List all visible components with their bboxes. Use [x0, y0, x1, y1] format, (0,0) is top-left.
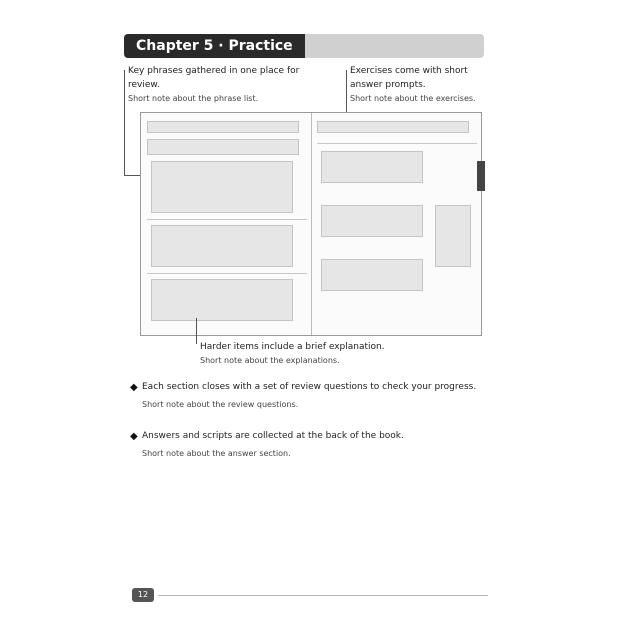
sample-page-spread [140, 112, 482, 336]
bullet-sub-text: Short note about the review questions. [142, 400, 299, 409]
thumb-rule [317, 143, 477, 144]
thumb-heading-block [147, 121, 299, 133]
callout-top-right [350, 64, 490, 106]
callout-top-right-main: Exercises come with short answer prompts. [350, 66, 468, 90]
callout-top-left [128, 64, 328, 106]
sample-right-page [317, 121, 477, 327]
callout-leader-line [124, 175, 140, 176]
callout-bottom-sub: Short note about the explanations. [200, 356, 340, 365]
thumb-exercise-block [321, 259, 423, 291]
bullet-sub-text: Short note about the answer section. [142, 449, 291, 458]
chapter-header-bar [124, 34, 484, 58]
bullet-text: Answers and scripts are collected at the back of the book. [142, 431, 404, 441]
bullet-text: Each section closes with a set of review questions to check your progress. [142, 382, 477, 392]
explanation-bullets [130, 380, 500, 478]
callout-leader-line [196, 318, 197, 344]
thumb-note-column [435, 205, 471, 267]
diamond-bullet-icon: ◆ [130, 382, 138, 393]
thumb-rule [147, 219, 307, 220]
footer-rule [158, 595, 488, 596]
callout-top-right-sub: Short note about the exercises. [350, 94, 476, 103]
callout-top-left-main: Key phrases gathered in one place for review. [128, 66, 300, 90]
thumb-illustration-block [151, 161, 293, 213]
thumb-exercise-block [321, 151, 423, 183]
bullet-item [130, 429, 500, 460]
thumb-exercise-block [321, 205, 423, 237]
thumb-heading-block [317, 121, 469, 133]
thumb-table-block [151, 279, 293, 321]
diamond-bullet-icon: ◆ [130, 431, 138, 442]
sample-left-page [147, 121, 307, 327]
callout-top-left-sub: Short note about the phrase list. [128, 94, 259, 103]
page-number: 12 [132, 588, 154, 602]
bullet-item [130, 380, 500, 411]
callout-bottom [200, 340, 440, 368]
chapter-side-tab [477, 161, 485, 191]
chapter-label: Chapter 5 · Practice [124, 34, 305, 58]
thumb-rule [147, 273, 307, 274]
callout-leader-line [124, 70, 125, 175]
spread-fold-line [311, 113, 312, 335]
thumb-title-block [147, 139, 299, 155]
callout-bottom-main: Harder items include a brief explanation. [200, 342, 385, 352]
thumb-table-block [151, 225, 293, 267]
